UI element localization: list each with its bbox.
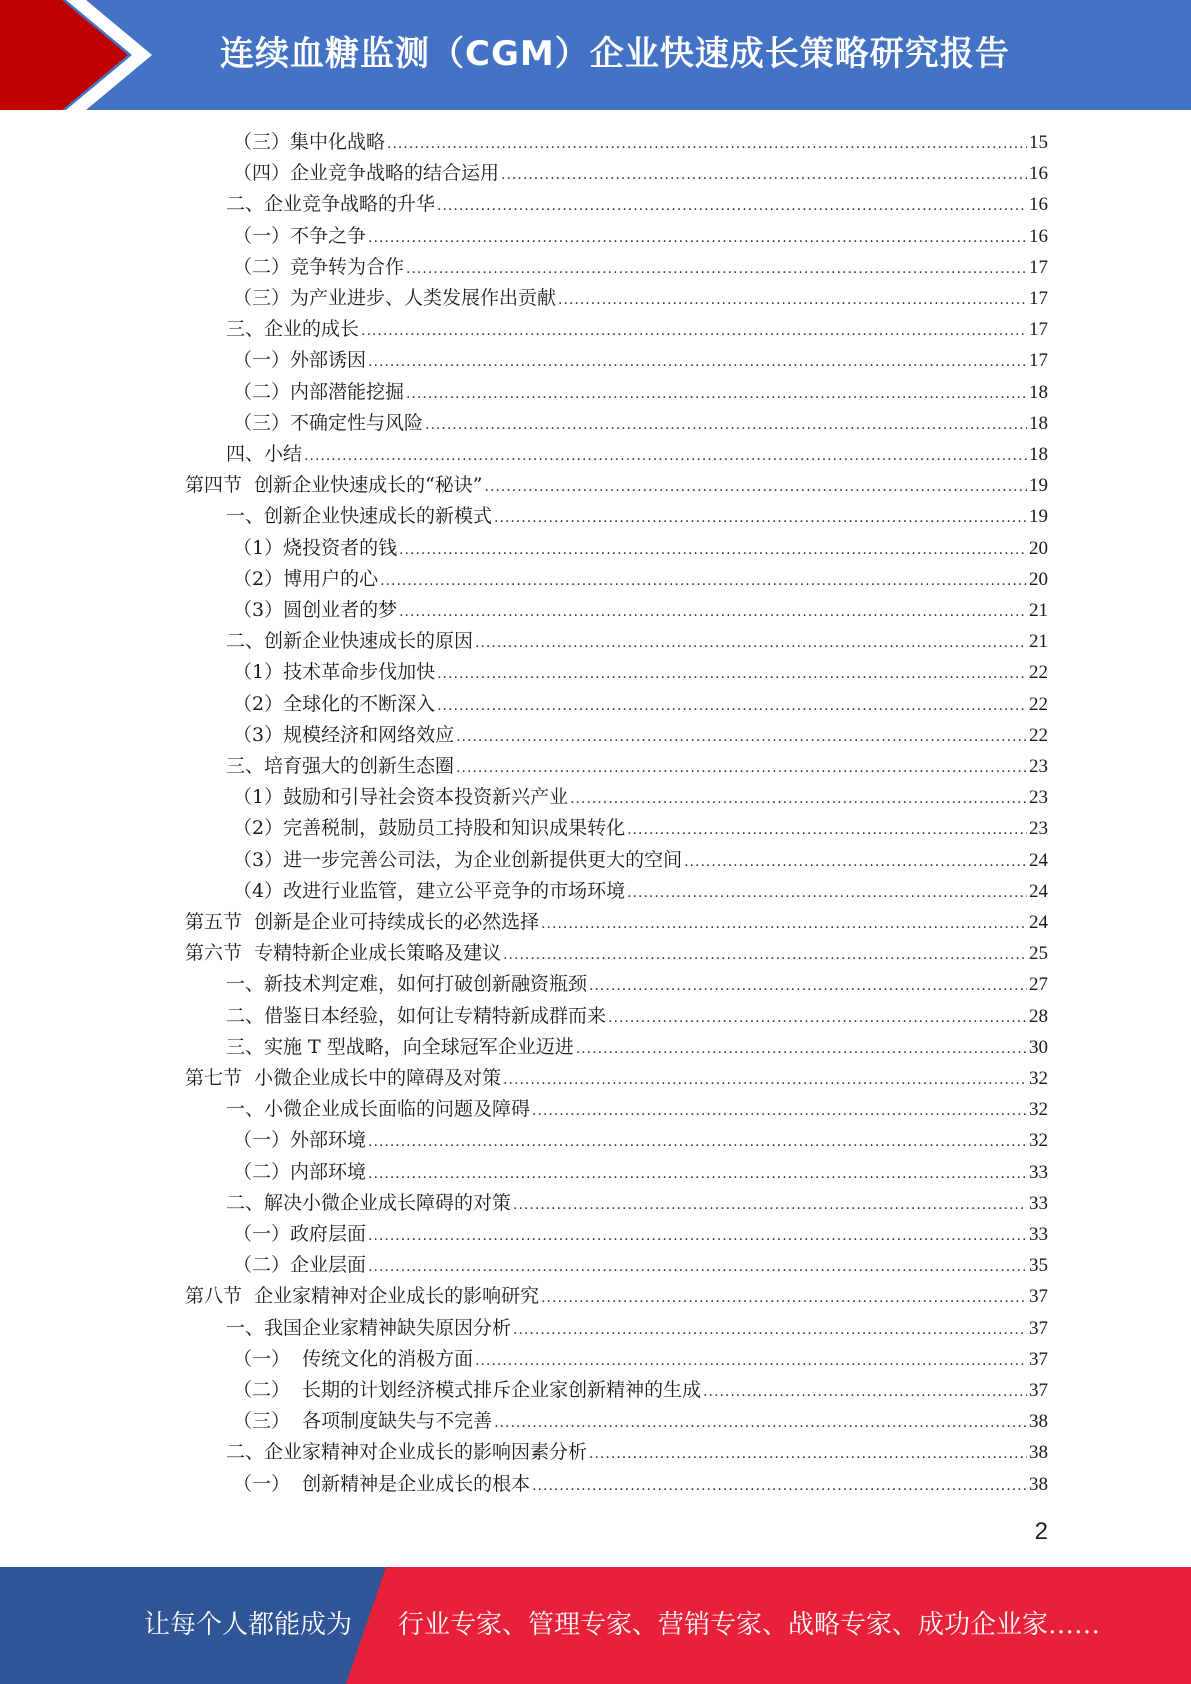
toc-entry[interactable]	[226, 969, 1048, 1000]
toc-entry[interactable]	[226, 751, 1048, 782]
toc-entry-page: 18	[1029, 413, 1048, 434]
toc-dot-leader	[589, 971, 1027, 1002]
report-title: 连续血糖监测（CGM）企业快速成长策略研究报告	[220, 34, 1010, 74]
toc-dot-leader	[627, 878, 1027, 909]
toc-entry-title: 二、企业竞争战略的升华	[226, 193, 436, 215]
toc-entry-page: 16	[1029, 226, 1048, 247]
toc-dot-leader	[425, 410, 1027, 441]
toc-dot-leader	[437, 691, 1027, 722]
toc-entry-page: 38	[1029, 1474, 1048, 1495]
toc-entry-page: 16	[1029, 163, 1048, 184]
toc-dot-leader	[589, 1439, 1027, 1470]
header-arrow-decoration	[0, 0, 160, 110]
toc-entry[interactable]	[226, 626, 1048, 657]
toc-dot-leader	[399, 597, 1027, 628]
toc-entry-page: 21	[1029, 600, 1048, 621]
toc-entry-page: 30	[1029, 1037, 1048, 1058]
toc-dot-leader	[608, 1003, 1027, 1034]
toc-entry-title: （三）集中化战略	[233, 131, 386, 153]
toc-dot-leader	[368, 1127, 1027, 1158]
toc-entry-title: （一）外部诱因	[233, 349, 367, 371]
toc-entry-title: 第七节 小微企业成长中的障碍及对策	[185, 1067, 502, 1089]
page-number: 2	[1034, 1518, 1048, 1545]
toc-entry-page: 15	[1029, 132, 1048, 153]
toc-entry[interactable]	[233, 1157, 1048, 1188]
toc-entry[interactable]	[233, 657, 1048, 688]
toc-entry-page: 37	[1029, 1286, 1048, 1307]
toc-entry-title: （3）进一步完善公司法，为企业创新提供更大的空间	[233, 849, 683, 871]
toc-entry-page: 23	[1029, 818, 1048, 839]
toc-entry-page: 38	[1029, 1442, 1048, 1463]
toc-entry-page: 37	[1029, 1318, 1048, 1339]
toc-dot-leader	[437, 191, 1027, 222]
toc-entry-title: 第八节 企业家精神对企业成长的影响研究	[185, 1285, 540, 1307]
toc-entry[interactable]	[233, 1375, 1048, 1406]
toc-dot-leader	[368, 347, 1027, 378]
toc-entry-title: （二）内部环境	[233, 1161, 367, 1183]
toc-entry-title: （1）烧投资者的钱	[233, 537, 398, 559]
toc-entry-page: 32	[1029, 1068, 1048, 1089]
toc-dot-leader	[627, 815, 1027, 846]
toc-entry-page: 33	[1029, 1193, 1048, 1214]
toc-entry[interactable]	[226, 1188, 1048, 1219]
toc-entry-page: 32	[1029, 1130, 1048, 1151]
toc-entry[interactable]	[233, 283, 1048, 314]
toc-dot-leader	[684, 847, 1027, 878]
toc-entry-title: （3）圆创业者的梦	[233, 599, 398, 621]
toc-dot-leader	[541, 1283, 1027, 1314]
toc-entry[interactable]	[226, 1094, 1048, 1125]
toc-entry[interactable]	[185, 907, 1048, 938]
toc-entry-title: （三） 各项制度缺失与不完善	[233, 1410, 493, 1432]
toc-entry-page: 38	[1029, 1411, 1048, 1432]
toc-entry-page: 28	[1029, 1006, 1048, 1027]
toc-entry[interactable]	[233, 252, 1048, 283]
toc-entry-page: 23	[1029, 787, 1048, 808]
toc-entry-title: （2）完善税制，鼓励员工持股和知识成果转化	[233, 817, 626, 839]
toc-entry-page: 25	[1029, 943, 1048, 964]
toc-entry-page: 33	[1029, 1162, 1048, 1183]
toc-entry[interactable]	[233, 377, 1048, 408]
toc-entry[interactable]	[233, 1344, 1048, 1375]
toc-entry-title: 三、实施 T 型战略，向全球冠军企业迈进	[226, 1036, 574, 1058]
toc-entry-title: 三、企业的成长	[226, 318, 360, 340]
toc-dot-leader	[361, 316, 1027, 347]
footer-slogan-right: 行业专家、管理专家、营销专家、战略专家、成功企业家……	[398, 1610, 1101, 1640]
toc-entry-title: （三）不确定性与风险	[233, 412, 424, 434]
toc-dot-leader	[456, 753, 1027, 784]
toc-entry[interactable]	[233, 158, 1048, 189]
toc-entry-page: 22	[1029, 725, 1048, 746]
toc-entry[interactable]	[233, 1125, 1048, 1156]
toc-dot-leader	[541, 909, 1027, 940]
toc-entry-page: 22	[1029, 694, 1048, 715]
toc-dot-leader	[570, 784, 1027, 815]
toc-dot-leader	[558, 285, 1027, 316]
toc-entry-title: （四）企业竞争战略的结合运用	[233, 162, 500, 184]
toc-entry[interactable]	[233, 127, 1048, 158]
toc-entry-title: 一、新技术判定难，如何打破创新融资瓶颈	[226, 973, 588, 995]
toc-dot-leader	[304, 441, 1027, 472]
toc-dot-leader	[494, 503, 1027, 534]
toc-entry-page: 27	[1029, 974, 1048, 995]
toc-dot-leader	[475, 628, 1027, 659]
toc-dot-leader	[576, 1034, 1027, 1065]
toc-dot-leader	[494, 1408, 1027, 1439]
toc-entry-title: （二）企业层面	[233, 1254, 367, 1276]
toc-entry-title: 四、小结	[226, 443, 303, 465]
toc-entry[interactable]	[233, 1406, 1048, 1437]
toc-entry[interactable]	[233, 876, 1048, 907]
toc-entry-title: 二、解决小微企业成长障碍的对策	[226, 1192, 512, 1214]
toc-entry-page: 17	[1029, 288, 1048, 309]
toc-entry[interactable]	[226, 189, 1048, 220]
toc-dot-leader	[406, 379, 1027, 410]
toc-entry-title: （三）为产业进步、人类发展作出贡献	[233, 287, 557, 309]
toc-entry-title: 第五节 创新是企业可持续成长的必然选择	[185, 911, 540, 933]
toc-dot-leader	[368, 1252, 1027, 1283]
toc-dot-leader	[513, 1315, 1027, 1346]
toc-entry-title: （二）竞争转为合作	[233, 256, 405, 278]
toc-entry[interactable]	[233, 564, 1048, 595]
toc-entry-title: （一）外部环境	[233, 1129, 367, 1151]
toc-entry-title: 第六节 专精特新企业成长策略及建议	[185, 942, 502, 964]
toc-entry[interactable]	[233, 813, 1048, 844]
toc-entry-page: 37	[1029, 1380, 1048, 1401]
toc-entry-title: （4）改进行业监管，建立公平竞争的市场环境	[233, 880, 626, 902]
toc-entry[interactable]	[226, 439, 1048, 470]
toc-entry[interactable]	[233, 345, 1048, 376]
toc-entry-title: （1）鼓励和引导社会资本投资新兴产业	[233, 786, 569, 808]
toc-entry[interactable]	[185, 1281, 1048, 1312]
toc-entry-title: （一） 创新精神是企业成长的根本	[233, 1473, 531, 1495]
toc-dot-leader	[368, 1159, 1027, 1190]
toc-entry-page: 17	[1029, 257, 1048, 278]
toc-entry-title: （一） 传统文化的消极方面	[233, 1348, 474, 1370]
toc-entry-title: （二） 长期的计划经济模式排斥企业家创新精神的生成	[233, 1379, 702, 1401]
toc-entry-page: 20	[1029, 569, 1048, 590]
toc-entry-title: 第四节 创新企业快速成长的“秘诀”	[185, 474, 483, 496]
toc-entry-page: 37	[1029, 1349, 1048, 1370]
toc-entry-title: （2）全球化的不断深入	[233, 693, 436, 715]
toc-entry[interactable]	[233, 845, 1048, 876]
toc-dot-leader	[399, 535, 1027, 566]
toc-entry-page: 35	[1029, 1255, 1048, 1276]
toc-entry-page: 17	[1029, 350, 1048, 371]
toc-entry[interactable]	[226, 1032, 1048, 1063]
toc-entry[interactable]	[226, 1437, 1048, 1468]
toc-entry-page: 33	[1029, 1224, 1048, 1245]
toc-entry[interactable]	[233, 720, 1048, 751]
toc-entry[interactable]	[233, 1469, 1048, 1500]
toc-entry[interactable]	[233, 595, 1048, 626]
toc-entry-page: 19	[1029, 475, 1048, 496]
toc-entry[interactable]	[185, 938, 1048, 969]
toc-entry-title: 三、培育强大的创新生态圈	[226, 755, 455, 777]
toc-entry-page: 32	[1029, 1099, 1048, 1120]
toc-entry-page: 17	[1029, 319, 1048, 340]
toc-dot-leader	[368, 223, 1027, 254]
toc-dot-leader	[475, 1346, 1027, 1377]
toc-entry-title: 一、小微企业成长面临的问题及障碍	[226, 1098, 531, 1120]
toc-dot-leader	[532, 1471, 1027, 1502]
toc-entry-title: 一、我国企业家精神缺失原因分析	[226, 1317, 512, 1339]
toc-dot-leader	[380, 566, 1027, 597]
toc-entry[interactable]	[233, 221, 1048, 252]
toc-entry-title: （2）博用户的心	[233, 568, 379, 590]
toc-dot-leader	[485, 472, 1027, 503]
toc-entry-page: 24	[1029, 912, 1048, 933]
toc-entry-title: 二、借鉴日本经验，如何让专精特新成群而来	[226, 1005, 607, 1027]
toc-entry-page: 19	[1029, 506, 1048, 527]
toc-dot-leader	[503, 1065, 1027, 1096]
toc-dot-leader	[456, 722, 1027, 753]
toc-entry[interactable]	[233, 689, 1048, 720]
toc-entry-title: （1）技术革命步伐加快	[233, 661, 436, 683]
toc-entry[interactable]	[233, 408, 1048, 439]
toc-entry-title: （二）内部潜能挖掘	[233, 381, 405, 403]
toc-entry[interactable]	[226, 314, 1048, 345]
toc-entry-page: 24	[1029, 850, 1048, 871]
toc-dot-leader	[703, 1377, 1027, 1408]
toc-entry[interactable]	[226, 1001, 1048, 1032]
toc-dot-leader	[437, 659, 1027, 690]
toc-dot-leader	[532, 1096, 1027, 1127]
toc-entry-title: （一）政府层面	[233, 1223, 367, 1245]
toc-entry[interactable]	[226, 501, 1048, 532]
page-header	[0, 0, 1191, 110]
toc-entry-page: 18	[1029, 382, 1048, 403]
footer-slogan-left: 让每个人都能成为	[144, 1610, 353, 1640]
toc-entry-title: 二、企业家精神对企业成长的影响因素分析	[226, 1441, 588, 1463]
toc-entry-page: 21	[1029, 631, 1048, 652]
toc-dot-leader	[387, 129, 1027, 160]
toc-entry[interactable]	[226, 1313, 1048, 1344]
toc-entry[interactable]	[185, 1063, 1048, 1094]
toc-entry-page: 20	[1029, 538, 1048, 559]
toc-entry-page: 23	[1029, 756, 1048, 777]
toc-dot-leader	[368, 1221, 1027, 1252]
toc-dot-leader	[406, 254, 1027, 285]
toc-entry[interactable]	[233, 782, 1048, 813]
toc-entry-page: 24	[1029, 881, 1048, 902]
toc-entry[interactable]	[233, 1250, 1048, 1281]
toc-entry-title: 二、创新企业快速成长的原因	[226, 630, 474, 652]
toc-entry-title: （一）不争之争	[233, 225, 367, 247]
toc-entry-page: 18	[1029, 444, 1048, 465]
page-footer	[0, 1567, 1191, 1684]
toc-entry[interactable]	[185, 470, 1048, 501]
toc-entry-page: 16	[1029, 194, 1048, 215]
toc-entry-page: 22	[1029, 662, 1048, 683]
toc-entry[interactable]	[233, 1219, 1048, 1250]
toc-entry-title: 一、创新企业快速成长的新模式	[226, 505, 493, 527]
toc-entry-title: （3）规模经济和网络效应	[233, 724, 455, 746]
toc-dot-leader	[501, 160, 1027, 191]
toc-entry[interactable]	[233, 533, 1048, 564]
toc-dot-leader	[503, 940, 1027, 971]
toc-dot-leader	[513, 1190, 1027, 1221]
